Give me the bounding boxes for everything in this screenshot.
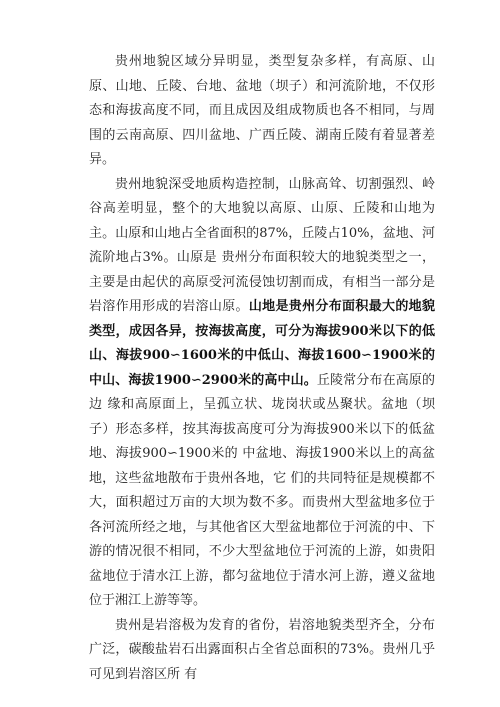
paragraph-text: 贵州地貌深受地质构造控制，山脉高耸、切割强烈、岭谷高差明显，整个的大地貌以高原、山原、丘陵和山地为主。山原和山地占全省面积的87%，丘陵占10%，盆地、河流阶地占3%。山原是 贵州分布面积较大的地貌类型之一，主要是由起伏的高原受河流侵蚀切割而成，有相当一部分是岩溶作用形成的岩溶山原。: [89, 176, 435, 314]
paragraph-text: 贵州是岩溶极为发育的省份，岩溶地貌类型齐全，分布广泛，碳酸盐岩石出露面积占全省总面积的73%。贵州几乎可见到岩溶区所 有: [89, 617, 435, 682]
paragraph-text: 丘陵常分布在高原的边 缘和高原面上，呈孤立状、垅岗状或丛聚状。盆地（坝子）形态多样，按其海拔高度可分为海拔900米以下的低盆地、海拔900∽1900米的 中盆地、海拔1900米以上的高盆地，这些盆地散布于贵州各地，它 们的共同特征是规模都不大，面积超过万亩的大坝为数不多。而贵州大型盆地多位于各河流所经之地，与其他省区大型盆地都位于河流的中、下游的情况很不相同，不少大型盆地位于河流的上游，如贵阳盆地位于清水江上游，都匀盆地位于清水河上游，遵义盆地位于湘江上游等等。: [89, 372, 435, 608]
paragraph-text: 贵州地貌区域分异明显，类型复杂多样，有高原、山原、山地、丘陵、台地、盆地（坝子）和河流阶地，不仅形态和海拔高度不同，而且成因及组成物质也各不相同，与周围的云南高原、四川盆地、广西丘陵、湖南丘陵有着显著差异。: [89, 54, 435, 167]
paragraph-landform-overview: [89, 50, 435, 173]
document-page: [89, 50, 435, 687]
paragraph-karst: [89, 614, 435, 688]
paragraph-landform-types: [89, 173, 435, 614]
paragraph-bold-text: 山地是贵州分布面积最大的地貌类型，成因各异，按海拔高度，可分为海拔900米以下的低山、海拔900∽1600米的中低山、海拔1600∽1900米的中山、海拔1900∽2900米的高中山。: [89, 299, 435, 388]
